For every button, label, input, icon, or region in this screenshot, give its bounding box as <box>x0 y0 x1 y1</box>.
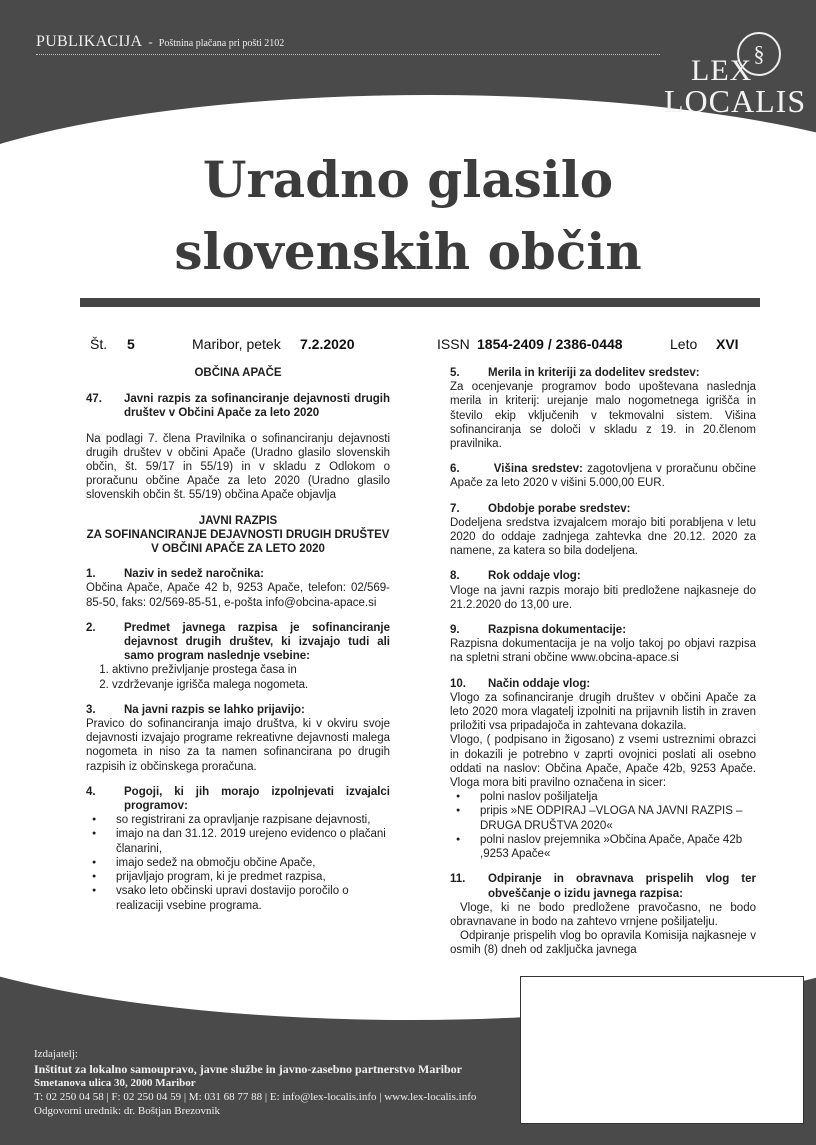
section-5-heading <box>450 366 756 380</box>
section-1-title: Naziv in sedež naročnika: <box>124 568 264 581</box>
intro-paragraph: Na podlagi 7. člena Pravilnika o sofinanciranju dejavnosti drugih društev v občini Apače (Uradno glasilo slovenskih občin, št. 59/17 in 55/19) in v skladu z Odlokom o proračunu občine Apače za leto 2020 (Uradno glasilo slovenskih občin št. 55/19) občina Apače objavlja <box>86 432 390 502</box>
issue-place: Maribor, petek <box>192 336 281 352</box>
section-6-paragraph <box>450 462 756 490</box>
section-10-title: Način oddaje vlog: <box>488 677 591 690</box>
razpis-heading-1: JAVNI RAZPIS <box>198 514 278 527</box>
publication-label: PUBLIKACIJA <box>36 33 143 50</box>
list-item: ● imajo na dan 31.12. 2019 urejeno evidenco o plačani članarini, <box>86 827 390 855</box>
section-3-title: Na javni razpis se lahko prijavijo: <box>124 703 305 716</box>
list-item: 2. vzdrževanje igrišča malega nogometa. <box>112 678 390 692</box>
list-item: ● prijavljajo program, ki je predmet razpisa, <box>86 870 390 884</box>
responsible-editor: Odgovorni urednik: dr. Boštjan Brezovnik <box>34 1105 221 1117</box>
postage-text: Poštnina plačana pri pošti 2102 <box>158 38 285 49</box>
section-9-heading <box>450 623 756 637</box>
paragraph-logo-icon: § <box>737 32 781 76</box>
section-2-list <box>86 663 390 691</box>
section-1-heading <box>86 567 390 581</box>
page-title-line1: Uradno glasilo <box>202 150 614 209</box>
publisher-label: Izdajatelj: <box>34 1048 78 1060</box>
section-7-heading <box>450 502 756 516</box>
list-item: ● polni naslov prejemnika »Občina Apače, Apače 42b ,9253 Apače« <box>450 833 756 861</box>
act-title: Javni razpis za sofinanciranje dejavnosti drugih društev v Občini Apače za leto 2020 <box>124 393 390 420</box>
publisher-address: Smetanova ulica 30, 2000 Maribor <box>34 1077 196 1089</box>
section-5-text: Za ocenjevanje programov bodo upoštevana naslednja merila in kriterij: urejanje malo nogometnega igrišča in število ekip vključenih v tekmovalni sistem. Višina sofinanciranja se določi v skladu z 19. in 20.členom pravilnika. <box>450 381 756 451</box>
list-item: ● vsako leto občinski upravi dostavijo poročilo o realizaciji vsebine programa. <box>86 884 390 912</box>
section-4-list <box>86 813 390 912</box>
list-item: 1. aktivno preživljanje prostega časa in <box>112 663 390 677</box>
title-rule <box>80 298 760 307</box>
issue-no-label: Št. <box>90 336 108 352</box>
section-11-text-2: Odpiranje prispelih vlog bo opravila Komisija najkasneje v osmih (8) dneh od zaključka javnega <box>450 930 756 957</box>
address-label-box <box>520 976 804 1124</box>
section-3-number: 3. <box>86 703 96 716</box>
list-item: ● pripis »NE ODPIRAJ –VLOGA NA JAVNI RAZPIS – DRUGA DRUŠTVA 2020« <box>450 804 756 832</box>
right-column <box>450 366 756 958</box>
publication-line <box>36 33 284 51</box>
section-11-heading <box>450 872 756 900</box>
section-8-heading <box>450 569 756 583</box>
publisher-contacts: T: 02 250 04 58 | F: 02 250 04 59 | M: 031 68 77 88 | E: info@lex-localis.info | www.lex-localis.info <box>34 1091 477 1103</box>
section-9-title: Razpisna dokumentacije: <box>488 624 627 637</box>
razpis-heading-2: ZA SOFINANCIRANJE DEJAVNOSTI DRUGIH DRUŠTEV <box>86 528 390 541</box>
section-9-text: Razpisna dokumentacija je na voljo takoj po objavi razpisa na spletni strani občine www.obcina-apace.si <box>450 638 756 665</box>
section-10-text-2: Vlogo, ( podpisano in žigosano) z vsemi ustreznimi obrazci in dokazili je potrebno v zaprti ovojnici poslati ali osebno oddati na naslov: Občina Apače, Apače 42b, 9253 Apače. Vloga mora biti pravilno označena in sicer: <box>450 734 756 790</box>
section-1-number: 1. <box>86 568 96 581</box>
issue-date: 7.2.2020 <box>300 336 355 352</box>
section-4-title: Pogoji, ki jih morajo izpolnjevati izvajalci programov: <box>124 785 390 813</box>
section-2-title: Predmet javnega razpisa je sofinanciranje dejavnost drugih društev, ki izvajajo tudi ali samo program naslednje vsebine: <box>124 621 390 663</box>
section-2-heading <box>86 621 390 664</box>
municipality-heading: OBČINA APAČE <box>194 367 282 379</box>
section-10-number: 10. <box>450 677 466 690</box>
publisher-institute: Inštitut za lokalno samoupravo, javne službe in javno-zasebno partnerstvo Maribor <box>34 1062 463 1076</box>
page-title-line2: slovenskih občin <box>174 222 642 281</box>
section-4-number: 4. <box>86 785 96 798</box>
act-heading <box>86 392 390 420</box>
section-9-number: 9. <box>450 624 460 637</box>
section-8-text: Vloge na javni razpis morajo biti predložene najkasneje do 21.2.2020 do 13,00 ure. <box>450 584 756 611</box>
dotted-divider <box>36 54 660 55</box>
issn-label: ISSN <box>437 336 470 352</box>
section-10-text-1: Vlogo za sofinanciranje drugih društev v občini Apače za leto 2020 mora vlagatelj izpolniti na prijavnih listih in zraven priložiti vsa pripadajoča in zahtevana dokazila. <box>450 691 756 733</box>
section-8-title: Rok oddaje vlog: <box>488 570 581 583</box>
section-3-text: Pravico do sofinanciranja imajo društva, ki v okviru svoje dejavnosti izvajajo programe rekreativne dejavnosti malega nogometa in niso za ta namen sofinancirana po drugih razpisih iz občinskega proračuna. <box>86 718 390 773</box>
list-item: ● imajo sedež na območju občine Apače, <box>86 856 390 870</box>
section-3-heading <box>86 703 390 717</box>
logo-localis: LOCALIS <box>664 83 807 119</box>
publication-separator: - <box>148 34 153 49</box>
section-7-text: Dodeljena sredstva izvajalcem morajo biti porabljena v letu 2020 do oddaje zadnjega zahtevka dne 20.12. 2020 za namene, za katera so bila dodeljena. <box>450 516 756 558</box>
logo-lex: LEX <box>691 54 753 87</box>
section-11-text-1: Vloge, ki ne bodo predložene pravočasno, ne bodo obravnavane in bodo na zahtevo vrnjene pošiljatelju. <box>450 901 756 928</box>
act-number: 47. <box>86 393 102 406</box>
issn-value: 1854-2409 / 2386-0448 <box>477 336 623 352</box>
section-6-title: Višina sredstev: <box>493 463 583 476</box>
section-10-list <box>450 790 756 861</box>
section-5-number: 5. <box>450 367 460 379</box>
issue-no-value: 5 <box>127 336 135 352</box>
list-item: ● so registrirani za opravljanje razpisane dejavnosti, <box>86 813 390 827</box>
section-8-number: 8. <box>450 570 460 583</box>
left-column <box>86 366 390 913</box>
section-7-title: Obdobje porabe sredstev: <box>488 502 631 515</box>
section-7-number: 7. <box>450 502 460 515</box>
section-1-text: Občina Apače, Apače 42 b, 9253 Apače, telefon: 02/569-85-50, faks: 02/569-85-51, e-pošta info@obcina-apace.si <box>86 582 390 609</box>
section-6-text: zagotovljena v proračunu občine Apače za leto 2020 v višini 5.000,00 EUR. <box>450 463 756 490</box>
section-10-heading <box>450 677 756 691</box>
section-4-heading <box>86 785 390 813</box>
razpis-heading-3: V OBČINI APAČE ZA LETO 2020 <box>151 543 325 556</box>
section-5-title: Merila in kriteriji za dodelitev sredstev: <box>488 367 700 379</box>
section-11-number: 11. <box>450 873 466 886</box>
section-6-number: 6. <box>450 463 460 476</box>
header-band <box>0 0 816 150</box>
list-item: ● polni naslov pošiljatelja <box>450 790 756 804</box>
year-value: XVI <box>716 336 739 352</box>
section-2-number: 2. <box>86 621 96 634</box>
section-11-title: Odpiranje in obravnava prispelih vlog ter obveščanje o izidu javnega razpisa: <box>488 873 756 900</box>
year-label: Leto <box>670 336 698 352</box>
